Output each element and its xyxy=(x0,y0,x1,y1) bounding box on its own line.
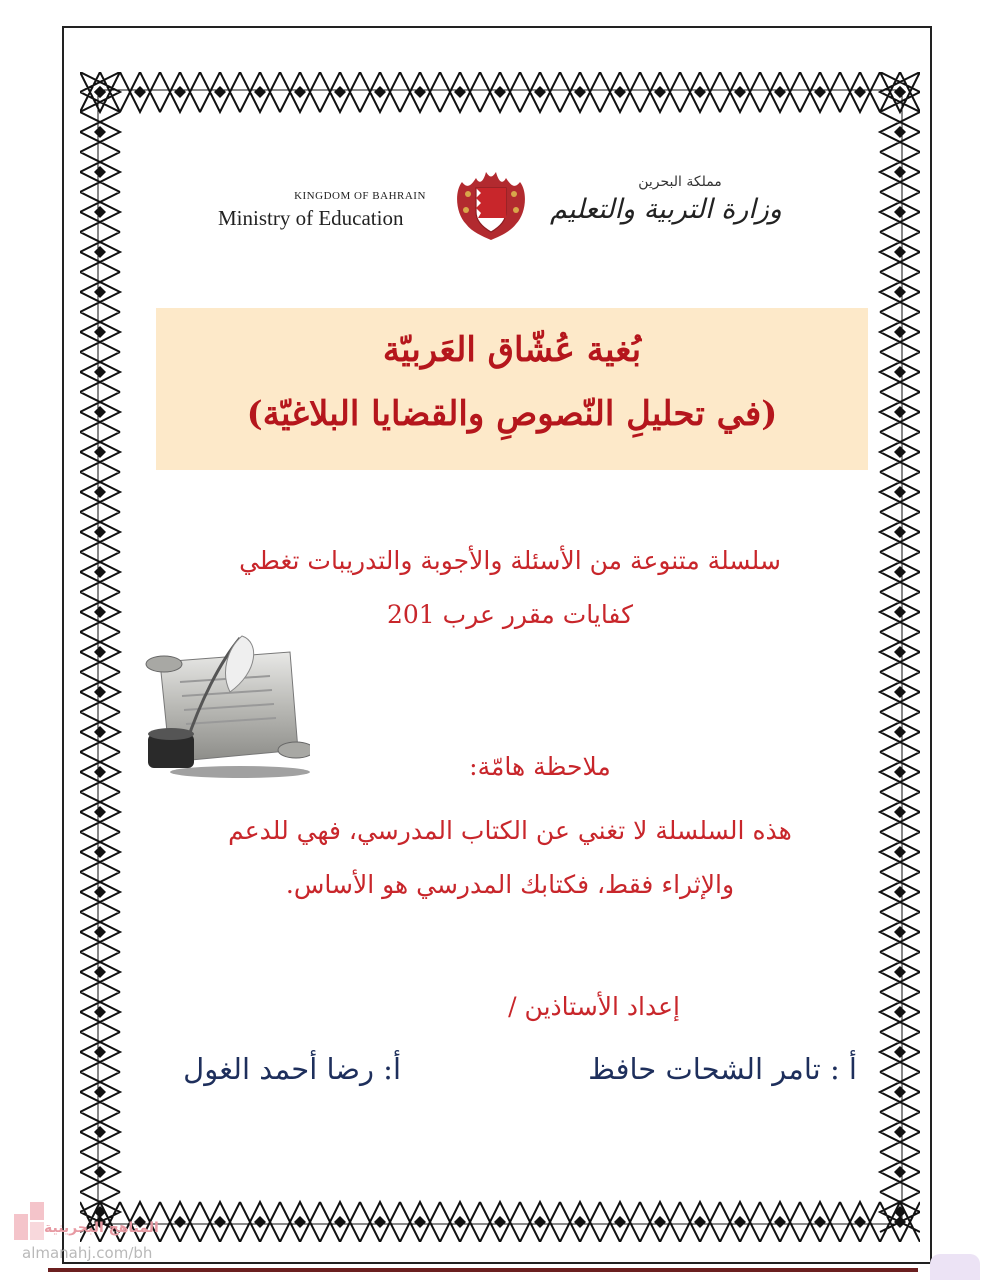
author-second: أ: رضا أحمد الغول xyxy=(183,1052,401,1086)
series-description-line2: كفايات مقرر عرب 201 xyxy=(387,600,633,629)
ministry-label-en: Ministry of Education xyxy=(218,206,404,230)
quill-scroll-icon xyxy=(120,632,310,782)
bottom-rule xyxy=(48,1268,918,1272)
bottom-tab xyxy=(930,1254,980,1280)
kingdom-label-en: KINGDOM OF BAHRAIN xyxy=(294,190,426,202)
watermark-name: المناهج البحرينية xyxy=(44,1220,159,1236)
site-watermark xyxy=(8,1192,208,1272)
title-box xyxy=(156,308,868,470)
ministry-label-ar: وزارة التربية والتعليم xyxy=(550,194,782,225)
subtitle: (في تحليلِ النّصوصِ والقضايا البلاغيّة) xyxy=(246,394,778,434)
watermark-url: almanahj.com/bh xyxy=(22,1244,153,1262)
note-line1: هذه السلسلة لا تغني عن الكتاب المدرسي، فهي للدعم xyxy=(228,816,792,845)
author-first: أ : تامر الشحات حافظ xyxy=(588,1052,857,1086)
ministry-header xyxy=(200,160,800,250)
main-title: بُغية عُشّاق العَربيّة xyxy=(382,330,642,370)
series-description-line1: سلسلة متنوعة من الأسئلة والأجوبة والتدريبات تغطي xyxy=(239,546,781,575)
note-heading: ملاحظة هامّة: xyxy=(469,752,611,781)
watermark-logo-icon xyxy=(14,1200,48,1242)
note-line2: والإثراء فقط، فكتابك المدرسي هو الأساس. xyxy=(285,870,735,899)
bahrain-emblem-icon xyxy=(452,162,530,242)
kingdom-label-ar: مملكة البحرين xyxy=(638,174,722,190)
prepared-by-label: إعداد الأستاذين / xyxy=(508,992,680,1021)
